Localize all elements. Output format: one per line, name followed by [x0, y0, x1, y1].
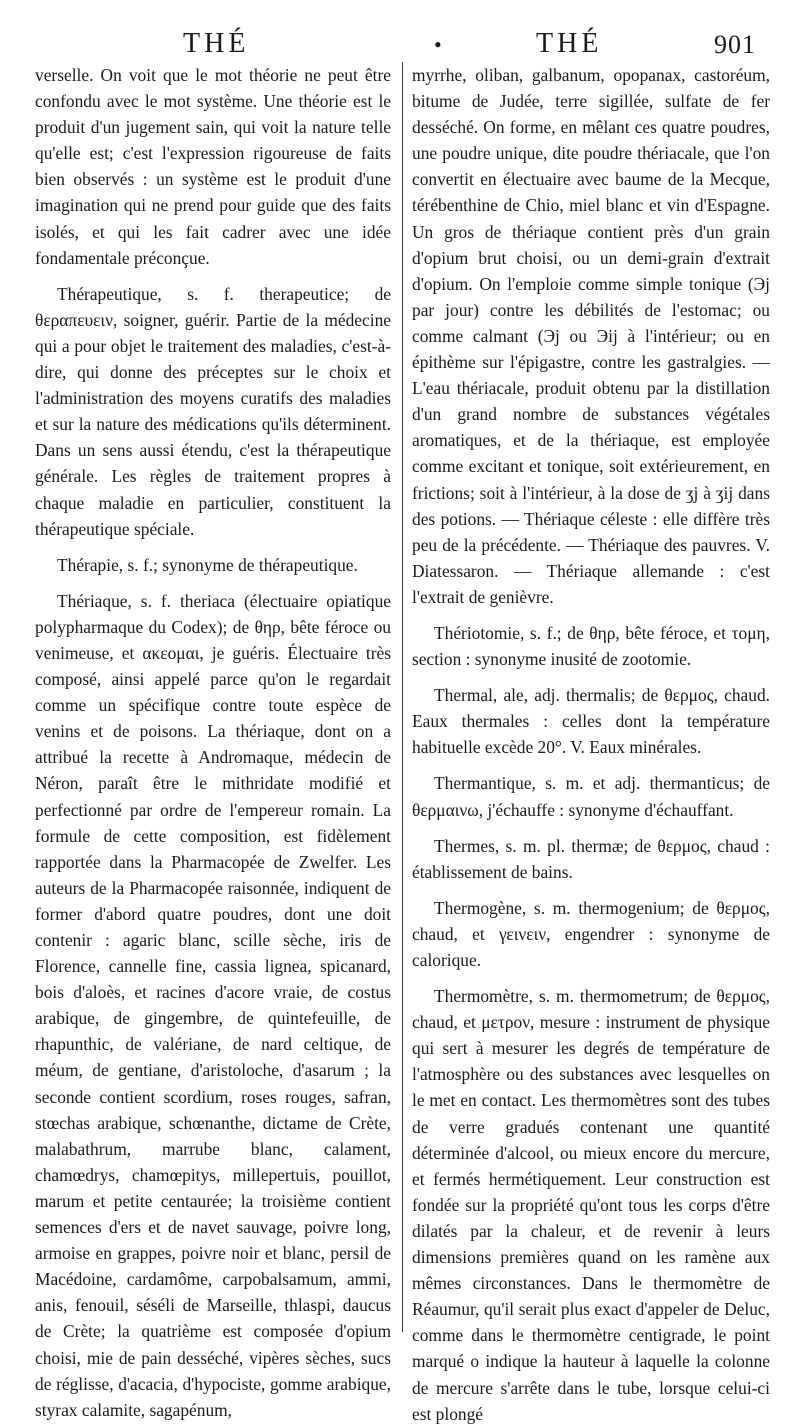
column-divider: [402, 62, 403, 1332]
entry-theriaque: Thériaque, s. f. theriaca (électuaire opiatique polypharmaque du Codex); de θηρ, bête féroce ou venimeuse, et ακεομαι, je guéris. Électuaire très composé, ainsi appelé parce qu'on le regardait comme un spécifique contre toute espèce de venins et de poisons. La thériaque, dont on a attribué la recette à Andromaque, médecin de Néron, paraît être le mithridate modifié et perfectionné par ordre de l'empereur romain. La formule de cette composition, est fidèlement rapportée dans la Pharmacopée de Zwelfer. Les auteurs de la Pharmacopée raisonnée, indiquent de former d'abord quatre poudres, dont une doit contenir : agaric blanc, scille sèche, iris de Florence, cannelle fine, cassia lignea, spicanard, bois d'aloès, et racines d'acore vraie, de costus arabique, de gingembre, de quintefeuille, de rhapunthic, de valériane, de nard celtique, de méum, de gentiane, d'aristoloche, d'asarum ; la seconde contient scordium, roses rouges, safran, stœchas arabique, schœnanthe, dictame de Crète, malabathrum, marrube blanc, calament, chamœdrys, chamœpitys, millepertuis, pouillot, marum et petite centaurée; la troisième contient semences d'ers et de navet sauvage, poivre long, armoise en grappes, poivre noir et blanc, persil de Macédoine, cardamôme, carpobalsamum, ammi, anis, fenouil, séséli de Marseille, thlaspi, daucus de Crète; la quatrième est composée d'opium choisi, mie de pain desséché, vipères sèches, sucs de réglisse, d'acacia, d'hypociste, gomme arabique, styrax calamite, sagapénum,: [35, 590, 391, 1420]
entry-thermes: Thermes, s. m. pl. thermæ; de θερμος, chaud : établissement de bains.: [412, 835, 770, 882]
header-left-title: THÉ: [183, 28, 250, 59]
entry-theriotomie: Thériotomie, s. f.; de θηρ, bête féroce, et τομη, section : synonyme inusité de zootomie.: [412, 622, 770, 670]
entry-thermantique: Thermantique, s. m. et adj. thermanticus; de θερμαινω, j'échauffe : synonyme d'échauffant.: [412, 773, 770, 820]
right-column: [412, 62, 770, 1427]
entry-therapeutique: Thérapeutique, s. f. therapeutice; de θεραπευειν, soigner, guérir. Partie de la médecine qui a pour objet le traitement des maladies, c'est-à-dire, qui donne des préceptes sur le choix et l'administration des moyens curatifs des maladies et sur la nature des médications qu'ils déterminent. Dans un sens aussi étendu, c'est la thérapeutique générale. Les règles de traitement propres à chaque maladie en particulier, constituent la thérapeutique spéciale.: [35, 283, 391, 539]
entry-thermometre: Thermomètre, s. m. thermometrum; de θερμος, chaud, et μετρον, mesure : instrument de physique qui sert à mesurer les degrés de température de l'atmosphère ou des substances avec lesquelles on le met en contact. Les thermomètres sont des tubes de verre gradués contenant une quantité déterminée d'alcool, ou mieux encore du mercure, et fermés hermétiquement. Leur construction est fondée sur la propriété qu'ont tous les corps d'être dilatés par la chaleur, et de revenir à leurs dimensions premières quand on les ramène aux mêmes circonstances. Dans le thermomètre de Réaumur, qu'il serait plus exact d'appeler de Deluc, comme dans le thermomètre centigrade, le point marqué o indique la hauteur à laquelle la colonne de mercure s'arrête dans le tube, lorsque celui-ci est plongé: [412, 986, 770, 1424]
entry-thermal: Thermal, ale, adj. thermalis; de θερμος, chaud. Eaux thermales : celles dont la température habituelle excède 20°. V. Eaux minérales.: [412, 685, 770, 758]
left-column: [35, 62, 391, 1423]
page-number: 901: [714, 30, 756, 59]
entry-theorie-continuation: verselle. On voit que le mot théorie ne peut être confondu avec le mot système. Une théorie est le produit d'un jugement sain, qui voit la nature telle qu'elle est; c'est l'expression rigoureuse de faits bien observés : un système est le produit d'une imagination qui ne prend pour guide que des faits isolés, et qui les fait cadrer avec une idée fondamentale préconçue.: [35, 65, 391, 268]
entry-theriaque-continuation: myrrhe, oliban, galbanum, opopanax, castoréum, bitume de Judée, terre sigillée, sulfate de fer desséché. On forme, en mêlant ces quatre poudres, une poudre unique, dite poudre thériacale, que l'on convertit en électuaire avec baume de la Mecque, térébenthine de Chio, miel blanc et vin d'Espagne. Un gros de thériaque contient près d'un grain d'opium brut choisi, ou un demi-grain d'extrait d'opium. On l'emploie comme simple tonique (Эj par jour) contre les débilités de l'estomac; ou comme calmant (Эj ou Эij à l'intérieur; ou en épithème sur l'épigastre, contre les gastralgies. — L'eau thériacale, produit obtenu par la distillation d'un grand nombre de substances végétales aromatiques, et de la thériaque, est employée comme excitant et tonique, soit extérieurement, en frictions; soit à l'intérieur, à la dose de ʒj à ʒij dans des potions. — Thériaque céleste : elle diffère très peu de la précédente. — Thériaque des pauvres. V. Diatessaron. — Thériaque allemande : c'est l'extrait de genièvre.: [412, 65, 770, 607]
header-dot: •: [434, 32, 442, 57]
entry-thermogene: Thermogène, s. m. thermogenium; de θερμος, chaud, et γεινειν, engendrer : synonyme de calorique.: [412, 897, 770, 970]
header-right-title: THÉ: [536, 28, 603, 59]
entry-therapie: Thérapie, s. f.; synonyme de thérapeutique.: [57, 554, 358, 575]
